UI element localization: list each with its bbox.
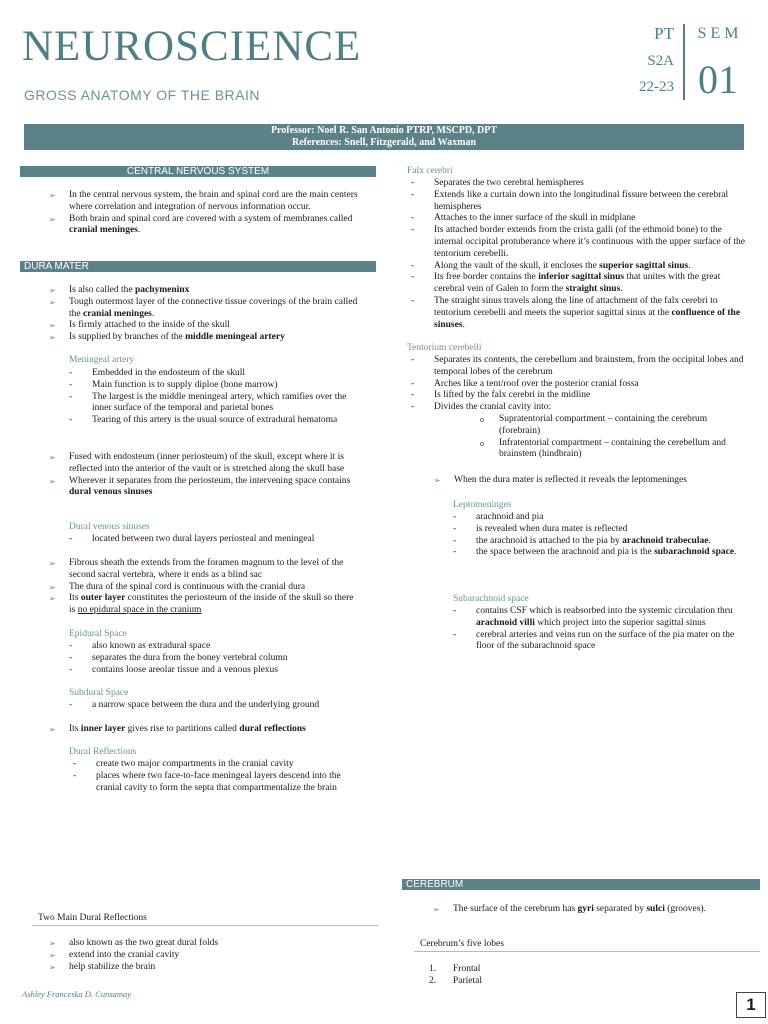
arrow-bullet-icon: ➢ (49, 297, 56, 307)
list-text: Separates the two cerebral hemispheres (434, 178, 584, 188)
subhead-subarachnoid-space: Subarachnoid space (453, 594, 529, 604)
list-text: . (688, 260, 691, 271)
list-text: Is also called the (69, 285, 135, 295)
list-item (49, 961, 359, 974)
lobe-list (429, 964, 482, 988)
arrow-bullet-icon: ➢ (49, 476, 56, 486)
list-item (453, 535, 738, 548)
list-text: is revealed when dura mater is reflected (476, 523, 628, 534)
list-text: extend into the cranial cavity (69, 949, 180, 960)
section-dura-title: DURA MATER (20, 261, 376, 272)
term: arachnoid villi (476, 617, 535, 628)
list-text: the space between the arachnoid and pia is the (476, 547, 655, 558)
list-text: The straight sinus travels along the line of attachment of the falx cerebri to tentorium cerebelli and meets the superior sagittal sinus at the (434, 295, 718, 318)
list-text: Parietal (453, 975, 483, 986)
subhead-falx-cerebri: Falx cerebri (407, 166, 453, 176)
list-text: arachnoid and pia (476, 512, 544, 522)
arrow-bullet-icon: ➢ (433, 905, 440, 914)
dash-bullet: - (453, 606, 457, 616)
list-item (429, 976, 482, 988)
list-item (49, 285, 359, 297)
list-text: also known as extradural space (92, 641, 211, 651)
dash-bullet: - (411, 378, 415, 389)
list-item (69, 700, 362, 712)
subhead-leptomeninges: Leptomeninges (453, 500, 512, 510)
list-item (69, 368, 354, 380)
two-dural-list (49, 938, 359, 973)
list-text: Wherever it separates from the periosteum, the intervening space contains (69, 475, 351, 486)
arrow-bullet-icon: ➢ (49, 191, 56, 200)
spinal-dura-list (49, 558, 359, 617)
list-item (73, 759, 352, 771)
circle-bullet: o (480, 415, 484, 424)
subhead-dural-venous-sinuses: Dural venous sinuses (69, 522, 150, 532)
list-item (411, 295, 746, 331)
term: confluence of the sinuses (434, 307, 741, 330)
subsection-title: Cerebrum’s five lobes (420, 939, 504, 949)
list-item (453, 629, 746, 654)
dash-bullet: - (69, 391, 73, 402)
dash-bullet: - (69, 641, 73, 651)
list-item (411, 213, 746, 225)
underlined-text: no epidural space in the cranium (77, 605, 202, 616)
compartment-list (480, 414, 747, 461)
list-text: which project into the superior sagittal sinus (534, 617, 706, 628)
section-code: S2A (647, 53, 674, 69)
list-item (69, 415, 354, 427)
list-text: Tearing of this artery is the usual source of extradural hematoma (92, 415, 338, 426)
dash-bullet: - (73, 759, 77, 769)
arrow-bullet-icon: ➢ (49, 453, 56, 462)
dash-bullet: - (411, 355, 415, 365)
list-item (69, 641, 354, 653)
dash-bullet: - (69, 700, 73, 710)
list-item (49, 332, 359, 344)
page-subtitle: GROSS ANATOMY OF THE BRAIN (24, 87, 261, 103)
subhead-tentorium-cerebelli: Tentorium cerebelli (407, 343, 482, 353)
list-item (411, 272, 746, 296)
arrow-bullet-icon: ➢ (49, 321, 56, 331)
list-text: contains loose areolar tissue and a venous plexus (92, 664, 278, 675)
list-item (411, 378, 746, 391)
list-text: Is supplied by branches of the (69, 332, 186, 343)
dash-bullet: - (411, 189, 415, 200)
list-text: separated by (593, 904, 647, 914)
subhead-meningeal-artery: Meningeal artery (69, 355, 135, 365)
dash-bullet: - (411, 390, 415, 401)
list-text: Is firmly attached to the inside of the skull (69, 320, 230, 331)
arrow-bullet-icon: ➢ (49, 333, 56, 343)
list-text: the arachnoid is attached to the pia by (476, 535, 623, 546)
list-item (73, 770, 352, 795)
list-text: Extends like a curtain down into the longitudinal fissure between the cerebral hemispheres (434, 189, 729, 212)
list-text: . (620, 284, 623, 295)
list-item (69, 379, 354, 392)
term: middle meningeal artery (185, 332, 285, 343)
page-number: 1 (736, 992, 766, 1018)
list-text: contains CSF which is reabsorbed into the systemic circulation thru (476, 606, 733, 616)
term: cranial meninges (82, 308, 152, 319)
leptomeninges-intro (434, 475, 746, 487)
list-text: Separates its contents, the cerebellum and brainstem, from the occipital lobes and temporal lobes of the cerebrum (434, 355, 744, 377)
list-text: . (708, 535, 711, 546)
list-text: Main function is to supply diploe (bone marrow) (92, 379, 278, 390)
list-item (453, 606, 746, 630)
list-item (453, 523, 738, 536)
list-text: . (137, 225, 141, 236)
term: inferior sagittal sinus (538, 272, 625, 283)
dash-bullet: - (453, 629, 457, 640)
list-item (429, 964, 482, 976)
list-text: a narrow space between the dura and the underlying ground (92, 700, 320, 710)
arrow-bullet-icon: ➢ (49, 582, 56, 592)
list-text: Attaches to the inner surface of the skull in midplane (434, 213, 636, 224)
term: sulci (646, 904, 665, 914)
list-item (69, 534, 354, 546)
list-item (411, 178, 746, 190)
professor-line: Professor: Noel R. San Antonio PTRP, MSCPD, DPT (270, 125, 498, 136)
list-text: . (734, 547, 737, 558)
term: dural venous sinuses (69, 487, 153, 498)
list-text: Both brain and spinal cord are covered with a system of membranes called (69, 213, 353, 224)
circle-bullet: o (480, 438, 484, 448)
term: inner layer (80, 724, 126, 734)
arrow-bullet-icon: ➢ (49, 962, 56, 972)
list-text: Along the vault of the skull, it encloses the (434, 260, 600, 271)
subdural-list (69, 700, 362, 712)
divider (32, 925, 378, 926)
list-item (411, 402, 746, 414)
section-cns-title: CENTRAL NERVOUS SYSTEM (20, 166, 376, 177)
dash-bullet: - (69, 379, 73, 390)
list-text: The dura of the spinal cord is continuous with the cranial dura (69, 581, 306, 592)
professor-banner (24, 124, 744, 150)
list-text: Supratentorial compartment – containing the cerebrum (forebrain) (499, 414, 708, 436)
header-divider (683, 24, 685, 100)
list-text: separates the dura from the boney vertebral column (92, 652, 288, 663)
dash-bullet: - (69, 652, 73, 663)
section-cerebrum-title: CEREBRUM (402, 879, 760, 890)
dash-bullet: - (453, 512, 457, 522)
dash-bullet: - (73, 770, 77, 781)
term: pachymeninx (134, 285, 190, 295)
list-text: . (151, 308, 155, 319)
list-item (69, 652, 354, 665)
list-text: When the dura mater is reflected it reveals the leptomeninges (454, 475, 687, 485)
school-year: 22-23 (639, 79, 674, 95)
subsection-five-lobes (414, 939, 760, 952)
list-text: (grooves). (664, 904, 706, 914)
list-item (49, 213, 359, 238)
list-item (411, 225, 746, 260)
term: dural reflections (239, 724, 306, 734)
list-item (480, 414, 747, 438)
arrow-bullet-icon: ➢ (49, 214, 56, 224)
dash-bullet: - (69, 664, 73, 675)
list-text: Frontal (453, 964, 481, 974)
inner-layer-list (49, 724, 359, 736)
list-item (411, 260, 746, 273)
arrow-bullet-icon: ➢ (49, 286, 56, 295)
list-text: Divides the cranial cavity into: (434, 402, 552, 413)
term: outer layer (80, 593, 126, 604)
list-item (433, 904, 745, 916)
list-text: gives rise to partitions called (125, 724, 240, 734)
list-item (453, 512, 738, 524)
subhead-subdural-space: Subdural Space (69, 688, 129, 698)
list-item (49, 320, 359, 332)
arrow-bullet-icon: ➢ (49, 725, 56, 734)
author-name: Ashley Franceska D. Cunsamay (22, 989, 132, 999)
dash-bullet: - (411, 295, 415, 306)
list-text: that unites with the great cerebral vein of Galen to form the (434, 272, 721, 295)
list-text: constitutes the periosteum of the inside of the skull so there is (69, 593, 354, 616)
dash-bullet: - (453, 535, 457, 546)
subhead-epidural-space: Epidural Space (69, 629, 127, 639)
list-number: 2. (429, 975, 437, 986)
fused-list (49, 452, 359, 499)
page-title: NEUROSCIENCE (22, 23, 362, 70)
list-item (411, 390, 746, 402)
arrow-bullet-icon: ➢ (49, 594, 56, 604)
dash-bullet: - (453, 547, 457, 558)
list-item (49, 949, 359, 962)
list-text: Fibrous sheath the extends from the foramen magnum to the level of the second sacral vertebra, where it ends as a blind sac (69, 558, 344, 580)
dura-list (49, 285, 359, 344)
leptomeninges-list (453, 512, 738, 559)
dash-bullet: - (411, 178, 415, 188)
dash-bullet: - (69, 534, 73, 544)
list-text: . (462, 319, 465, 330)
dash-bullet: - (411, 225, 415, 236)
term: arachnoid trabeculae (622, 535, 709, 546)
dash-bullet: - (411, 402, 415, 413)
tentorium-list (411, 355, 746, 414)
cerebrum-list (433, 904, 745, 916)
list-text: Tough outermost layer of the connective tissue coverings of the brain called the (69, 296, 358, 319)
term: cranial meninges (69, 225, 138, 236)
list-text: help stabilize the brain (69, 961, 156, 972)
list-item (453, 547, 738, 559)
list-text: The surface of the cerebrum has (453, 904, 578, 914)
list-text: Its free border contains the (434, 272, 539, 283)
list-item (49, 475, 359, 500)
list-text: Embedded in the endosteum of the skull (92, 368, 246, 378)
list-item (49, 938, 359, 950)
list-text: Its (69, 724, 81, 734)
sem-number: 01 (698, 57, 738, 102)
references-line: References: Snell, Fitzgerald, and Waxman (291, 137, 477, 148)
dvs-list (69, 534, 354, 546)
epidural-list (69, 641, 354, 676)
term: superior sagittal sinus (599, 260, 689, 271)
meningeal-list (69, 368, 354, 427)
dash-bullet: - (411, 260, 415, 271)
dash-bullet: - (453, 523, 457, 534)
list-text: Its attached border extends from the crista galli (of the ethmoid bone) to the internal occipital protuberance where it’s continuous with the upper surface of the tentorium cerebelli. (434, 225, 746, 259)
list-text: places where two face-to-face meningeal layers descend into the cranial cavity to form the septa that compartmentalize the brain (96, 770, 341, 793)
list-item (49, 296, 359, 321)
list-text: located between two dural layers periosteal and meningeal (92, 534, 315, 544)
falx-list (411, 178, 746, 331)
arrow-bullet-icon: ➢ (434, 476, 441, 485)
list-item (434, 475, 746, 487)
list-text: Arches like a tent/roof over the posterior cranial fossa (434, 378, 639, 389)
list-item (49, 452, 359, 476)
list-item (69, 664, 354, 677)
list-item (49, 593, 359, 617)
list-text: also known as the two great dural folds (69, 938, 219, 948)
list-item (411, 189, 746, 214)
term: gyri (577, 904, 594, 914)
list-text: cerebral arteries and veins run on the surface of the pia mater on the floor of the subarachnoid space (476, 629, 735, 652)
course-code: PT (654, 24, 674, 43)
list-item (69, 391, 354, 416)
list-item (49, 581, 359, 594)
subsection-two-main-dural-reflections (32, 913, 378, 926)
dural-reflections-list (73, 759, 352, 794)
term: subarachnoid space (654, 547, 735, 558)
arrow-bullet-icon: ➢ (49, 950, 56, 960)
arrow-bullet-icon: ➢ (49, 939, 56, 948)
list-item (49, 190, 359, 214)
dash-bullet: - (411, 213, 415, 224)
list-text: Its (69, 593, 81, 604)
subhead-dural-reflections: Dural Reflections (69, 747, 137, 757)
divider (414, 951, 760, 952)
list-item (49, 724, 359, 736)
list-text: Infratentorial compartment – containing the cerebellum and brainstem (hindbrain) (499, 437, 726, 460)
cns-list (49, 190, 359, 237)
list-text: In the central nervous system, the brain and spinal cord are the main centers where correlation and integration of nervous information occur. (69, 190, 358, 212)
dash-bullet: - (69, 368, 73, 378)
list-text: Fused with endosteum (inner periosteum) of the skull, except where it is reflected into the anterior of the vault or is stretched along the skull base (69, 452, 345, 474)
list-item (411, 355, 746, 379)
list-item (480, 437, 747, 462)
term: straight sinus (565, 284, 621, 295)
list-number: 1. (429, 964, 437, 974)
list-text: Is lifted by the falx cerebri in the midline (434, 390, 591, 401)
dash-bullet: - (69, 415, 73, 426)
list-text: create two major compartments in the cranial cavity (96, 759, 294, 769)
arrow-bullet-icon: ➢ (49, 559, 56, 568)
list-text: The largest is the middle meningeal artery, which ramifies over the inner surface of the temporal and parietal bones (92, 391, 347, 414)
list-item (49, 558, 359, 582)
dash-bullet: - (411, 272, 415, 283)
subsection-title: Two Main Dural Reflections (38, 913, 147, 923)
subarachnoid-list (453, 606, 746, 653)
sem-label: S E M (697, 25, 739, 42)
